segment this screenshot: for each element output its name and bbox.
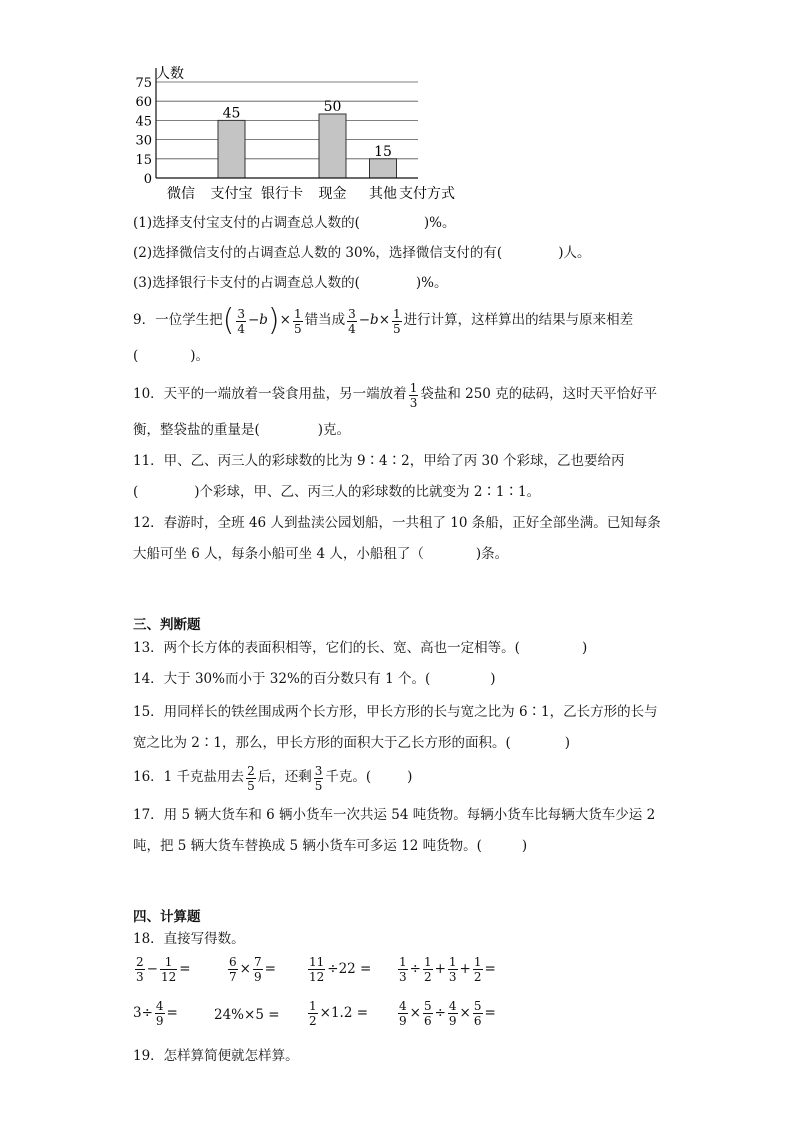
chart-x-tick-label: 支付宝 bbox=[210, 186, 253, 202]
chart-x-tick-label: 现金 bbox=[318, 186, 347, 202]
question-15-line2: 宽之比为 2∶1，那么，甲长方形的面积大于乙长方形的面积。( ) bbox=[133, 735, 571, 751]
question-12-line2: 大船可坐 6 人，每条小船可坐 4 人，小船租了（ )条。 bbox=[133, 546, 509, 562]
chart-y-ticks bbox=[135, 76, 152, 187]
chart-y-tick-label: 30 bbox=[135, 133, 152, 149]
fraction: $\frac{2}{5}$ bbox=[247, 763, 255, 793]
chart-y-tick-label: 15 bbox=[135, 152, 152, 168]
calc-item-6: 24%×5 = bbox=[214, 1007, 280, 1023]
fraction: $\frac{1}{5}$ bbox=[293, 306, 302, 336]
question-18-title: 18．直接写得数。 bbox=[133, 931, 245, 947]
question-19: 19．怎样算简便就怎样算。 bbox=[133, 1048, 299, 1064]
chart-bar bbox=[319, 114, 346, 178]
chart-x-tick-label: 银行卡 bbox=[261, 186, 303, 202]
chart-x-tick-label: 其他 bbox=[369, 186, 397, 202]
q8-part2: (2)选择微信支付的占调查总人数的 30%，选择微信支付的有( )人。 bbox=[133, 245, 591, 261]
question-17-line1: 17．用 5 辆大货车和 6 辆小货车一次共运 54 吨货物。每辆小货车比每辆大货车少运 2 bbox=[133, 807, 656, 823]
chart-x-tick-label: 微信 bbox=[167, 186, 195, 202]
section-4-heading: 四、计算题 bbox=[133, 909, 201, 925]
fraction: $\frac{1}{3}$ bbox=[409, 380, 418, 410]
calc-item-5: 3÷ $\frac{4}{9}$ = bbox=[133, 999, 178, 1028]
calc-item-8: $\frac{4}{9}$ × $\frac{5}{6}$ ÷ $\frac{4}{9}$ × $\frac{5}{6}$ = bbox=[399, 999, 496, 1028]
question-14: 14．大于 30%而小于 32%的百分数只有 1 个。( ) bbox=[133, 671, 496, 687]
chart-y-tick-label: 60 bbox=[135, 95, 152, 111]
question-11-line1: 11．甲、乙、丙三人的彩球数的比为 9∶4∶2，甲给了丙 30 个彩球，乙也要给丙 bbox=[133, 453, 625, 469]
chart-data-labels bbox=[223, 99, 392, 160]
question-10-line1: 10．天平的一端放着一袋食用盐，另一端放着 $\frac{1}{3}$ 袋盐和 250 克的砝码，这时天平恰好平 bbox=[133, 380, 658, 410]
chart-bar bbox=[370, 159, 397, 178]
q8-part3: (3)选择银行卡支付的占调查总人数的( )%。 bbox=[133, 275, 448, 291]
chart-bars bbox=[218, 114, 397, 178]
calc-item-4: $\frac{1}{3}$ ÷ $\frac{1}{2}$ + $\frac{1}{3}$ + $\frac{1}{2}$ = bbox=[399, 955, 496, 984]
chart-y-tick-label: 45 bbox=[135, 114, 152, 130]
q8-part1: (1)选择支付宝支付的占调查总人数的( )%。 bbox=[133, 215, 456, 231]
question-16: 16．1 千克盐用去 $\frac{2}{5}$ 后，还剩 $\frac{3}{5}$ 千克。( ) bbox=[133, 763, 413, 793]
question-11-line2: ( )个彩球，甲、乙、丙三人的彩球数的比就变为 2∶1∶1。 bbox=[133, 484, 541, 500]
fraction: $\frac{3}{4}$ bbox=[237, 306, 245, 336]
section-3-heading: 三、判断题 bbox=[133, 617, 201, 633]
question-10-line2: 衡，整袋盐的重量是( )克。 bbox=[133, 422, 351, 438]
question-12-line1: 12．春游时，全班 46 人到盐渎公园划船，一共租了 10 条船，正好全部坐满。已知每条 bbox=[133, 515, 661, 531]
chart-x-categories bbox=[167, 185, 397, 202]
chart-x-axis-label: 支付方式 bbox=[399, 186, 455, 202]
payment-bar-chart bbox=[118, 60, 478, 205]
question-17-line2: 吨，把 5 辆大货车替换成 5 辆小货车可多运 12 吨货物。( ) bbox=[133, 838, 528, 854]
chart-data-label: 50 bbox=[323, 99, 342, 115]
fraction: $\frac{3}{5}$ bbox=[314, 763, 323, 793]
calc-item-7: $\frac{1}{2}$ ×1.2 = bbox=[309, 999, 369, 1028]
calc-item-3: $\frac{11}{12}$ ÷22 = bbox=[309, 955, 372, 984]
fraction: $\frac{3}{4}$ bbox=[348, 306, 356, 336]
chart-data-label: 45 bbox=[222, 105, 241, 122]
chart-y-tick-label: 75 bbox=[135, 76, 152, 91]
question-9-answer: ( )。 bbox=[133, 348, 210, 364]
question-9: 9．一位学生把 ( $\frac{3}{4}$ −b ) × $\frac{1}{5}$ 错当成 $\frac{3}{4}$ −b× $\frac{1}{5}$ 进行计算，这样算出的结果与原来相差 bbox=[133, 303, 634, 338]
question-13: 13．两个长方体的表面积相等，它们的长、宽、高也一定相等。( ) bbox=[133, 640, 588, 656]
calc-item-1: $\frac{2}{3}$ − $\frac{1}{12}$ = bbox=[136, 955, 191, 984]
chart-y-axis-label: 人数 bbox=[156, 66, 184, 82]
chart-y-tick-label: 0 bbox=[143, 172, 152, 187]
fraction: $\frac{1}{5}$ bbox=[393, 306, 401, 336]
question-15-line1: 15．用同样长的铁丝围成两个长方形，甲长方形的长与宽之比为 6∶1，乙长方形的长与 bbox=[133, 704, 658, 720]
chart-bar bbox=[218, 120, 245, 178]
chart-data-label: 15 bbox=[374, 143, 392, 160]
calc-item-2: $\frac{6}{7}$ × $\frac{7}{9}$ = bbox=[229, 955, 276, 984]
